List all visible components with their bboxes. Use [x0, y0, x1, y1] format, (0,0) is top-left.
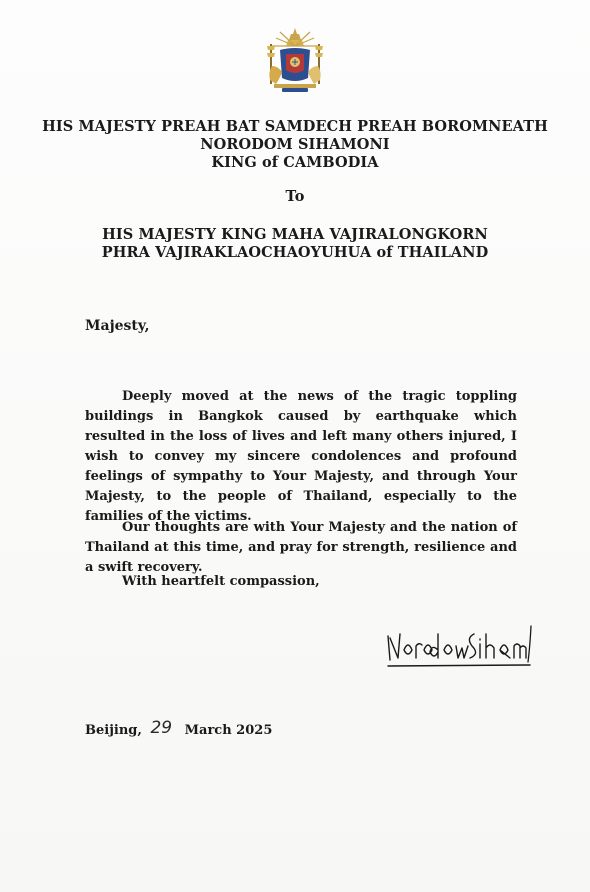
recipient-title-line-2: PHRA VAJIRAKLAOCHAOYUHUA of THAILAND: [101, 244, 489, 261]
closing-line: With heartfelt compassion,: [122, 574, 320, 589]
sender-title-line-2: NORODOM SIHAMONI: [200, 136, 390, 153]
date-place: Beijing,: [85, 723, 142, 738]
handwritten-signature: [384, 620, 534, 670]
salutation: Majesty,: [85, 318, 150, 334]
sender-title-line-1: HIS MAJESTY PREAH BAT SAMDECH PREAH BOROMNEATH: [42, 118, 548, 135]
body-paragraph-2: Our thoughts are with Your Majesty and the nation of Thailand at this time, and pray for strength, resilience and a swift recovery.: [85, 520, 517, 575]
recipient-title-line-1: HIS MAJESTY KING MAHA VAJIRALONGKORN: [102, 226, 488, 243]
date-day-handwritten: 29: [150, 718, 173, 738]
royal-arms-of-cambodia-icon: [262, 26, 328, 96]
to-label: To: [285, 188, 305, 205]
date-line: [85, 719, 272, 739]
sender-title-line-3: KING of CAMBODIA: [211, 154, 379, 171]
date-month-year: March 2025: [184, 723, 273, 738]
body-paragraph-1: Deeply moved at the news of the tragic toppling buildings in Bangkok caused by earthquake which resulted in the loss of lives and left many others injured, I wish to convey my sincere condolences and profound feelings of sympathy to Your Majesty, and through Your Majesty, to the people of Thailand, especially to the families of the victims.: [85, 389, 517, 524]
